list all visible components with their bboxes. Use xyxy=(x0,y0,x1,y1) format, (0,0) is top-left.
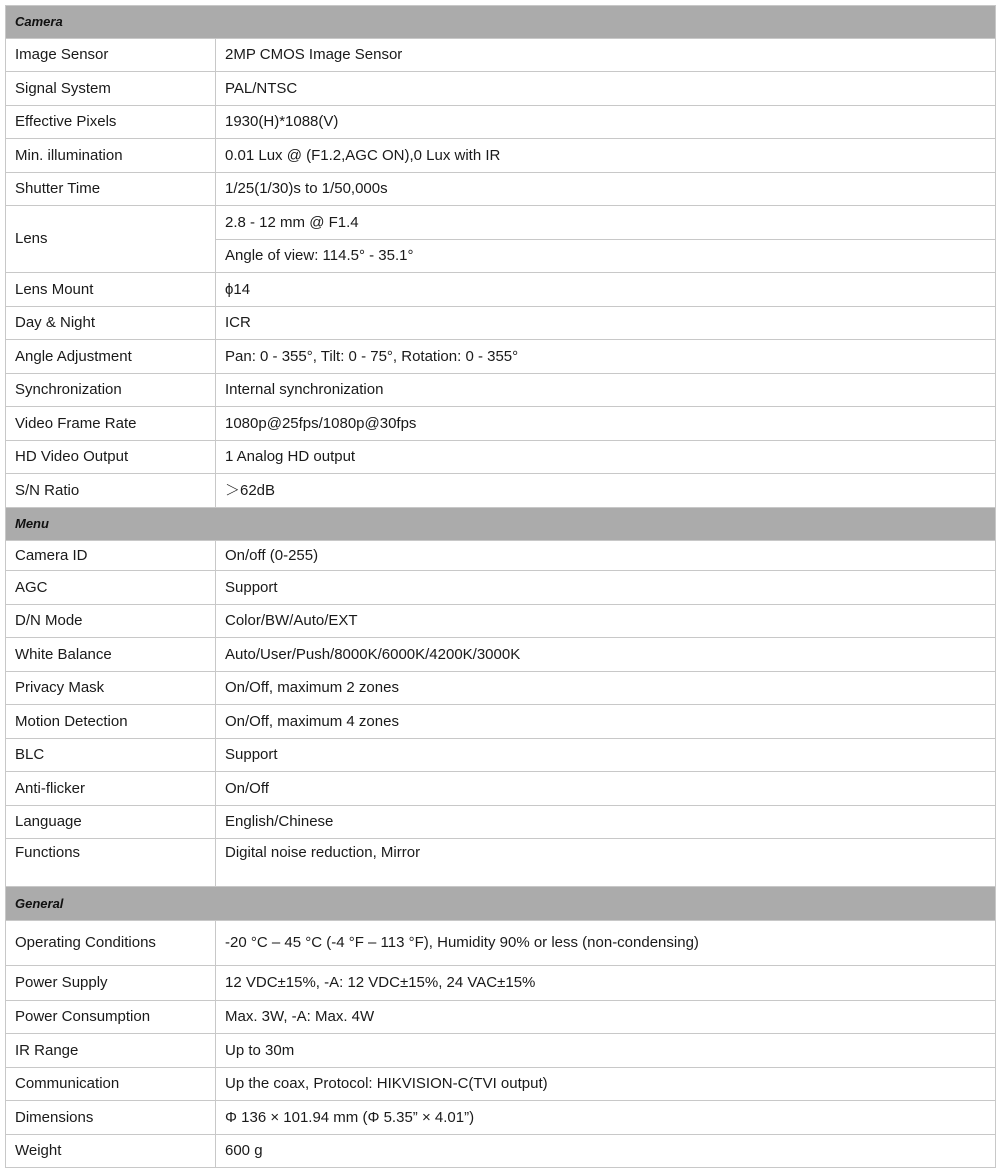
spec-label: Dimensions xyxy=(6,1101,216,1135)
spec-label: Power Supply xyxy=(6,966,216,1001)
spec-label: Effective Pixels xyxy=(6,106,216,139)
spec-value: 2MP CMOS Image Sensor xyxy=(216,39,996,72)
table-row xyxy=(6,206,996,240)
spec-label: Power Consumption xyxy=(6,1001,216,1034)
spec-label: Lens xyxy=(6,206,216,273)
spec-value: Up to 30m xyxy=(216,1034,996,1068)
table-row xyxy=(6,1001,996,1034)
table-row xyxy=(6,139,996,173)
spec-value: ＞62dB xyxy=(216,474,996,508)
table-row xyxy=(6,1135,996,1168)
spec-value: Max. 3W, -A: Max. 4W xyxy=(216,1001,996,1034)
table-row xyxy=(6,705,996,739)
spec-label: BLC xyxy=(6,739,216,772)
spec-label: Communication xyxy=(6,1068,216,1101)
spec-label: Privacy Mask xyxy=(6,672,216,705)
spec-value: On/Off, maximum 2 zones xyxy=(216,672,996,705)
spec-value: 1 Analog HD output xyxy=(216,441,996,474)
spec-value: Auto/User/Push/8000K/6000K/4200K/3000K xyxy=(216,638,996,672)
spec-label: Language xyxy=(6,806,216,839)
table-row xyxy=(6,1068,996,1101)
section-title: General xyxy=(6,887,996,921)
spec-value: PAL/NTSC xyxy=(216,72,996,106)
spec-value: ϕ14 xyxy=(216,273,996,307)
table-row xyxy=(6,307,996,340)
table-row xyxy=(6,605,996,638)
spec-table-body xyxy=(6,6,996,1168)
table-row xyxy=(6,541,996,571)
spec-value: 600 g xyxy=(216,1135,996,1168)
spec-value: Color/BW/Auto/EXT xyxy=(216,605,996,638)
table-row xyxy=(6,374,996,407)
table-row xyxy=(6,173,996,206)
spec-value: On/off (0-255) xyxy=(216,541,996,571)
table-row xyxy=(6,1034,996,1068)
spec-value: Support xyxy=(216,739,996,772)
spec-label: IR Range xyxy=(6,1034,216,1068)
spec-label: Motion Detection xyxy=(6,705,216,739)
spec-label: AGC xyxy=(6,571,216,605)
spec-label: White Balance xyxy=(6,638,216,672)
spec-value: English/Chinese xyxy=(216,806,996,839)
spec-label: Min. illumination xyxy=(6,139,216,173)
spec-label: S/N Ratio xyxy=(6,474,216,508)
table-row xyxy=(6,739,996,772)
spec-value: 0.01 Lux @ (F1.2,AGC ON),0 Lux with IR xyxy=(216,139,996,173)
spec-value: 1080p@25fps/1080p@30fps xyxy=(216,407,996,441)
spec-label: Shutter Time xyxy=(6,173,216,206)
spec-label: Angle Adjustment xyxy=(6,340,216,374)
spec-label: Day & Night xyxy=(6,307,216,340)
table-row xyxy=(6,39,996,72)
table-row xyxy=(6,966,996,1001)
spec-label: Anti-flicker xyxy=(6,772,216,806)
spec-label: Weight xyxy=(6,1135,216,1168)
table-row xyxy=(6,806,996,839)
spec-label: Lens Mount xyxy=(6,273,216,307)
spec-value: On/Off, maximum 4 zones xyxy=(216,705,996,739)
spec-label: Synchronization xyxy=(6,374,216,407)
spec-label: HD Video Output xyxy=(6,441,216,474)
spec-value: Digital noise reduction, Mirror xyxy=(216,839,996,887)
table-row xyxy=(6,772,996,806)
table-row xyxy=(6,638,996,672)
spec-value: Up the coax, Protocol: HIKVISION-C(TVI output) xyxy=(216,1068,996,1101)
spec-value: Support xyxy=(216,571,996,605)
spec-value: 12 VDC±15%, -A: 12 VDC±15%, 24 VAC±15% xyxy=(216,966,996,1001)
spec-value: Pan: 0 - 355°, Tilt: 0 - 75°, Rotation: 0 - 355° xyxy=(216,340,996,374)
table-row xyxy=(6,72,996,106)
spec-value: Φ 136 × 101.94 mm (Φ 5.35” × 4.01”) xyxy=(216,1101,996,1135)
section-header-general xyxy=(6,887,996,921)
table-row xyxy=(6,106,996,139)
spec-table xyxy=(5,5,996,1168)
spec-value: 2.8 - 12 mm @ F1.4 xyxy=(216,206,996,240)
table-row xyxy=(6,407,996,441)
table-row xyxy=(6,571,996,605)
section-header-menu xyxy=(6,508,996,541)
section-header-camera xyxy=(6,6,996,39)
spec-label: Image Sensor xyxy=(6,39,216,72)
table-row xyxy=(6,273,996,307)
table-row xyxy=(6,441,996,474)
spec-value: Internal synchronization xyxy=(216,374,996,407)
table-row xyxy=(6,839,996,887)
spec-value: -20 °C – 45 °C (-4 °F – 113 °F), Humidity 90% or less (non-condensing) xyxy=(216,921,996,966)
spec-label: Signal System xyxy=(6,72,216,106)
table-row xyxy=(6,921,996,966)
spec-value: ICR xyxy=(216,307,996,340)
spec-label: D/N Mode xyxy=(6,605,216,638)
table-row xyxy=(6,672,996,705)
spec-value: 1930(H)*1088(V) xyxy=(216,106,996,139)
section-title: Menu xyxy=(6,508,996,541)
spec-sheet xyxy=(5,5,995,1168)
section-title: Camera xyxy=(6,6,996,39)
spec-label: Camera ID xyxy=(6,541,216,571)
spec-value: 1/25(1/30)s to 1/50,000s xyxy=(216,173,996,206)
spec-label: Operating Conditions xyxy=(6,921,216,966)
spec-value: Angle of view: 114.5° - 35.1° xyxy=(216,240,996,273)
spec-label: Video Frame Rate xyxy=(6,407,216,441)
table-row xyxy=(6,474,996,508)
table-row xyxy=(6,340,996,374)
spec-label: Functions xyxy=(6,839,216,887)
spec-value: On/Off xyxy=(216,772,996,806)
table-row xyxy=(6,1101,996,1135)
